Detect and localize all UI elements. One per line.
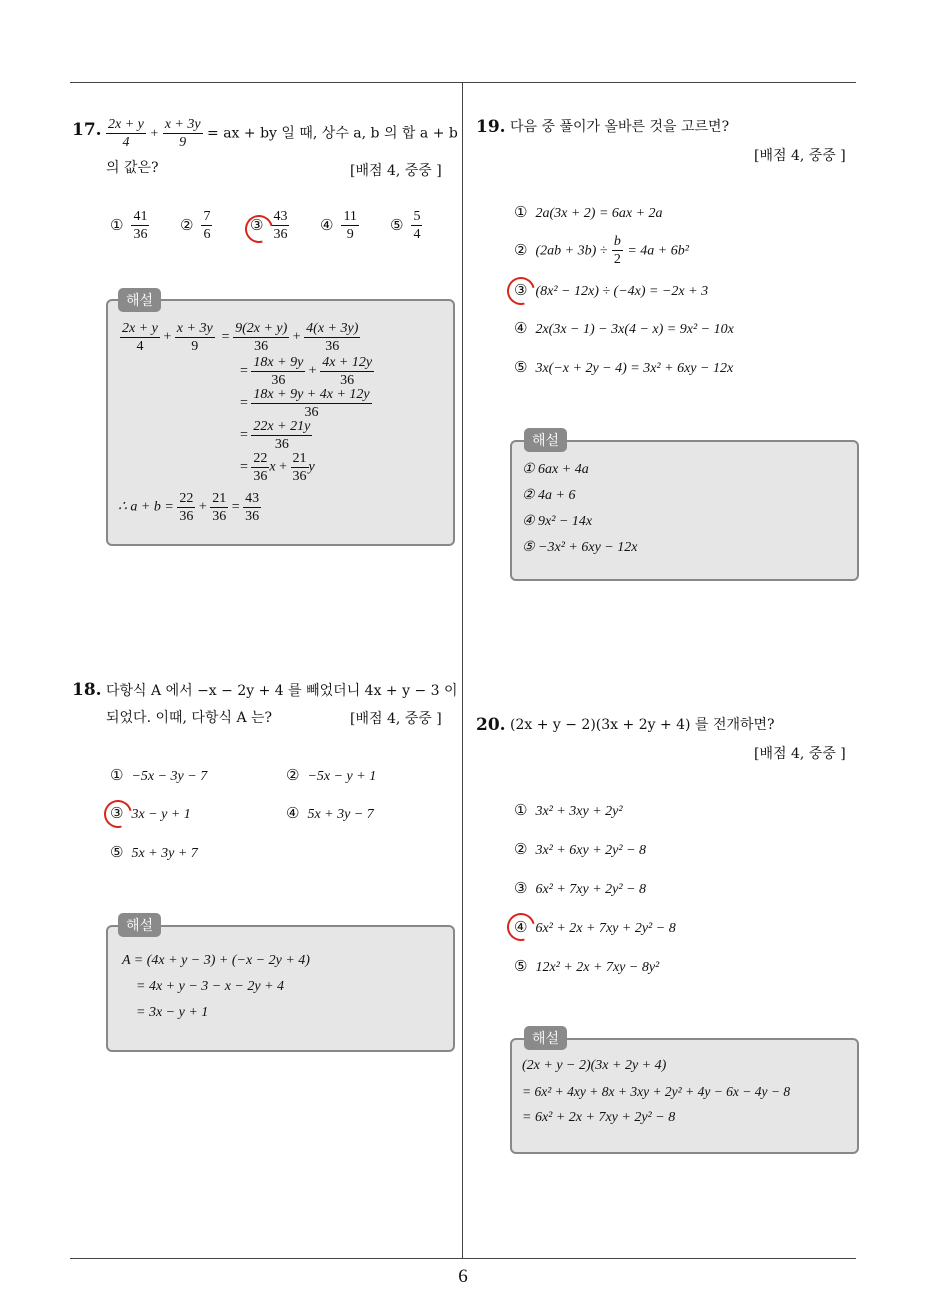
q20-sol-line1: (2x + y − 2)(3x + 2y + 4) [522, 1058, 667, 1073]
q20-sol-line3: = 6x² + 2x + 7xy + 2y² − 8 [522, 1110, 676, 1125]
q17-sol-c-a-den: 36 [179, 509, 194, 524]
q18-tag: [배점 4, 중중 ] [350, 711, 442, 727]
q19-option-5[interactable] [514, 358, 733, 377]
q17-sol-l2-b-num: 4x + 12y [322, 355, 373, 370]
q17-opt5-mark: ⑤ [390, 215, 404, 234]
q17-sol-l1-d-num: 4(x + 3y) [306, 321, 359, 336]
q18-opt3-mark: ③ [110, 804, 124, 822]
q17-sol-l1-a-num: 2x + y [122, 321, 158, 336]
q17-opt1-mark: ① [110, 215, 124, 234]
q17-opt3-den: 36 [273, 227, 288, 242]
q17-sol-l2-a-den: 36 [271, 373, 286, 388]
q20-option-2[interactable] [514, 840, 646, 859]
q20-option-4[interactable] [514, 918, 676, 937]
q20-opt4-text: 6x² + 2x + 7xy + 2y² − 8 [535, 921, 676, 936]
page-number: 6 [458, 1266, 468, 1287]
q20-opt2-text: 3x² + 6xy + 2y² − 8 [535, 843, 647, 858]
bottom-rule [70, 1258, 856, 1259]
q17-sol-l1-c-num: 9(2x + y) [235, 321, 288, 336]
q17-tag: [배점 4, 중중 ] [350, 163, 442, 179]
q19-option-3[interactable] [514, 281, 708, 300]
q18-option-5[interactable] [110, 843, 198, 862]
q20-opt3-text: 6x² + 7xy + 2y² − 8 [535, 882, 647, 897]
q17-sol-l1-c-den: 36 [254, 339, 269, 354]
q18-solution-label: 해설 [118, 913, 161, 937]
q19-option-1[interactable] [514, 203, 663, 222]
q20-opt2-mark: ② [514, 840, 528, 858]
q17-frac1 [106, 116, 146, 151]
q17-frac1-num: 2x + y [108, 117, 144, 132]
q17-sol-line3: = $\frac{18x + 9y + 4x + 12y}{36}$ [240, 387, 370, 420]
q19-answer-circle [502, 272, 540, 310]
q18-sol-line2: = 4x + y − 3 − x − 2y + 4 [136, 979, 285, 994]
q17-opt4-den: 9 [346, 227, 354, 242]
q17-sol-l4-num: 22x + 21y [253, 419, 311, 434]
q17-sol-l1-d-den: 36 [325, 339, 340, 354]
q19-opt2-frac-den: 2 [613, 252, 621, 267]
q18-opt1-text: −5x − 3y − 7 [131, 769, 208, 784]
q17-sol-line5: = $\frac{22}{36}$ x + $\frac{21}{36}$ y [240, 451, 315, 484]
q17-sol-line1: $\frac{2x + y}{4}$ + $\frac{x + 3y}{9}$ = $\frac{9(2x + y)}{36}$ + $\frac{4(x + 3y)}{36}$ [122, 321, 359, 354]
q17-sol-conclusion-text: ∴ a + b = [118, 499, 174, 515]
q17-option-2[interactable] [180, 208, 212, 243]
q20-opt5-mark: ⑤ [514, 957, 528, 975]
q20-solution-label: 해설 [524, 1026, 567, 1050]
q17-sol-l1-b-den: 9 [191, 339, 199, 354]
q18-opt5-text: 5x + 3y + 7 [131, 846, 198, 861]
q17-sol-l3-num: 18x + 9y + 4x + 12y [253, 387, 370, 402]
q17-opt2-den: 6 [203, 227, 211, 242]
q17-sol-c-b-den: 36 [212, 509, 227, 524]
q18-sol-line1: A = (4x + y − 3) + (−x − 2y + 4) [122, 953, 310, 968]
question-18-number: 18. [72, 680, 102, 700]
q18-sol-line3: = 3x − y + 1 [136, 1005, 209, 1020]
q17-frac2 [163, 116, 203, 151]
q18-opt1-mark: ① [110, 766, 124, 784]
q19-opt3-text: (8x² − 12x) ÷ (−4x) = −2x + 3 [535, 284, 709, 299]
q18-opt4-text: 5x + 3y − 7 [307, 807, 374, 822]
q20-opt4-mark: ④ [514, 918, 528, 936]
q17-sol-l2-b-den: 36 [340, 373, 355, 388]
q18-option-1[interactable] [110, 766, 207, 785]
q17-frac2-den: 9 [179, 135, 187, 150]
q17-opt2-num: 7 [203, 209, 211, 224]
q17-opt1-den: 36 [133, 227, 148, 242]
q19-opt4-mark: ④ [514, 319, 528, 337]
q19-opt2-mark: ② [514, 240, 528, 259]
q17-option-5[interactable] [390, 208, 422, 243]
q17-sol-c-b-num: 21 [212, 491, 227, 506]
q17-sol-c-c-num: 43 [245, 491, 260, 506]
q19-opt2-text-a: (2ab + 3b) ÷ [535, 243, 608, 259]
q19-sol-line4: ⑤ −3x² + 6xy − 12x [522, 540, 638, 555]
q17-sol-l1-a-den: 4 [136, 339, 144, 354]
q17-sol-l5-b-num: 21 [292, 451, 307, 466]
q17-frac1-den: 4 [122, 135, 130, 150]
q17-opt3-mark: ③ [250, 215, 264, 234]
q17-opt1-num: 41 [133, 209, 148, 224]
q17-solution-label: 해설 [118, 288, 161, 312]
q18-opt5-mark: ⑤ [110, 843, 124, 861]
q17-opt4-num: 11 [343, 209, 357, 224]
q17-opt4-mark: ④ [320, 215, 334, 234]
question-20-number: 20. [476, 715, 506, 735]
q20-answer-circle [502, 908, 540, 946]
column-divider [462, 83, 463, 1258]
q20-option-5[interactable] [514, 957, 659, 976]
q20-opt1-text: 3x² + 3xy + 2y² [535, 804, 623, 819]
question-17-number: 17. [72, 120, 102, 140]
q17-opt5-den: 4 [413, 227, 421, 242]
q17-sol-c-c-den: 36 [245, 509, 260, 524]
q17-sol-line4: = $\frac{22x + 21y}{36}$ [240, 419, 311, 452]
q18-option-4[interactable] [286, 804, 374, 823]
q17-opt5-num: 5 [413, 209, 421, 224]
q19-solution-label: 해설 [524, 428, 567, 452]
q19-opt1-mark: ① [514, 203, 528, 221]
q20-sol-line2: = 6x² + 4xy + 8x + 3xy + 2y² + 4y − 6x − 4y − 8 [522, 1084, 791, 1099]
q17-sol-l5-a-den: 36 [253, 469, 268, 484]
q17-sol-l1-b-num: x + 3y [176, 321, 213, 336]
q17-sol-l5-a-num: 22 [253, 451, 268, 466]
q18-opt2-mark: ② [286, 766, 300, 784]
q18-option-2[interactable] [286, 766, 376, 785]
q19-opt2-frac-num: b [613, 234, 621, 249]
q18-opt3-text: 3x − y + 1 [131, 807, 191, 822]
q17-frac2-num: x + 3y [164, 117, 201, 132]
q17-option-1[interactable] [110, 208, 149, 243]
q17-option-4[interactable] [320, 208, 359, 243]
q18-opt2-text: −5x − y + 1 [307, 769, 377, 784]
q17-opt2-mark: ② [180, 215, 194, 234]
q19-sol-line1: ① 6ax + 4a [522, 462, 589, 477]
q17-line1-after: = ax + by 일 때, 상수 a, b 의 합 a + b [207, 125, 458, 142]
question-17-line1: $\frac{2x + y}{4}$ + $\frac{x + 3y}{9}$ = ax + by 일 때, 상수 a, b 의 합 a + b [108, 117, 458, 150]
q17-sol-l2-a-num: 18x + 9y [253, 355, 304, 370]
question-18-line2: 되었다. 이때, 다항식 A 는? [106, 710, 273, 726]
q19-opt2-text-b: = 4a + 6b² [627, 243, 689, 259]
q17-opt3-num: 43 [273, 209, 288, 224]
q20-option-3[interactable] [514, 879, 646, 898]
q17-sol-conclusion: ∴ a + b = $\frac{22}{36}$ + $\frac{21}{36}$ = $\frac{43}{36}$ [118, 491, 260, 524]
q19-opt3-mark: ③ [514, 281, 528, 299]
q20-opt1-mark: ① [514, 801, 528, 819]
question-19-number: 19. [476, 117, 506, 137]
q19-sol-line3: ④ 9x² − 14x [522, 514, 593, 529]
q18-opt4-mark: ④ [286, 804, 300, 822]
q19-option-2[interactable] [514, 233, 689, 268]
q19-opt4-text: 2x(3x − 1) − 3x(4 − x) = 9x² − 10x [535, 322, 734, 337]
question-19-line1: 다음 중 풀이가 올바른 것을 고르면? [510, 119, 730, 135]
q19-sol-line2: ② 4a + 6 [522, 488, 576, 503]
q17-sol-c-a-num: 22 [179, 491, 194, 506]
q19-opt5-text: 3x(−x + 2y − 4) = 3x² + 6xy − 12x [535, 361, 734, 376]
q18-answer-circle [99, 795, 137, 833]
q17-sol-line2: = $\frac{18x + 9y}{36}$ + $\frac{4x + 12y}{36}$ [240, 355, 373, 388]
q19-opt1-text: 2a(3x + 2) = 6ax + 2a [535, 206, 663, 221]
question-17-line2: 의 값은? [106, 160, 159, 176]
q20-opt5-text: 12x² + 2x + 7xy − 8y² [535, 960, 660, 975]
q17-sol-l4-den: 36 [274, 437, 289, 452]
q19-tag: [배점 4, 중중 ] [754, 148, 846, 164]
q19-option-4[interactable] [514, 319, 734, 338]
top-rule [70, 82, 856, 83]
q19-opt5-mark: ⑤ [514, 358, 528, 376]
q20-opt3-mark: ③ [514, 879, 528, 897]
q20-tag: [배점 4, 중중 ] [754, 746, 846, 762]
q20-option-1[interactable] [514, 801, 623, 820]
q17-sol-l3-den: 36 [304, 405, 319, 420]
question-18-line1: 다항식 A 에서 −x − 2y + 4 를 빼었더니 4x + y − 3 이 [106, 683, 458, 699]
question-20-line1: (2x + y − 2)(3x + 2y + 4) 를 전개하면? [510, 717, 775, 733]
q17-sol-l5-b-den: 36 [292, 469, 307, 484]
